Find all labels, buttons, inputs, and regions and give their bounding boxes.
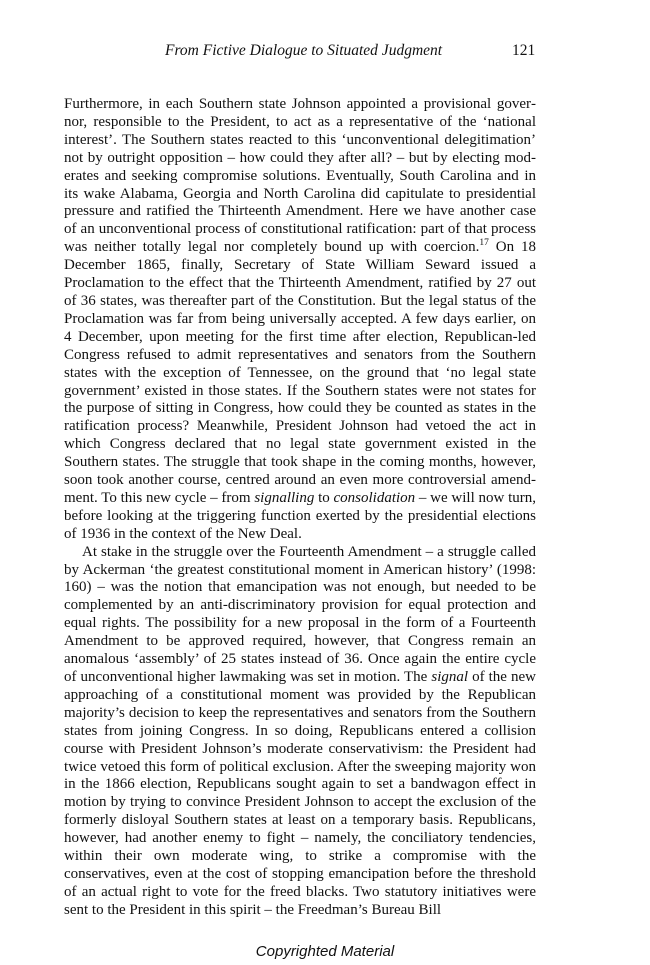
term-signalling: signalling bbox=[254, 489, 315, 506]
term-consolidation: consolidation bbox=[333, 489, 416, 506]
paragraph-2-text-b: of the new approaching of a constitutional moment was provided by the Republican majority’s decision to keep the representatives and senators from the Southern states from joining Congress. In so doing, Republicans entered a collision course with President Johnson’s moderate conservativism: the President had twice vetoed this form of political exclusion. After the sweeping majority won in the 1866 election, Republicans sought again to set a bandwagon effect in motion by trying to convince President Johnson to accept the exclusion of the formerly disloyal Southern states at least on a temporary basis. Republicans, however, had another enemy to fight – namely, the conciliatory tendencies, within their own moderate wing, to strike a compromise with the conservatives, even at the cost of stopping emancipation before the threshold of an actual right to vote for the freed blacks. Two statutory initiatives were sent to the President in this spirit – the Freedman’s Bureau Bill bbox=[64, 669, 537, 918]
paragraph-1 bbox=[64, 96, 536, 544]
running-head bbox=[0, 42, 650, 64]
paragraph-1-text-a: Furthermore, in each Southern state Johnson appointed a provisional governor, responsible to the President, to act as a representative of the ‘national interest’. The Southern states reacted to this ‘unconventional delegitimation’ not by outright opposition – how could they after all? – but by electing moderates and seeking compromise solutions. Eventually, South Carolina and in its wake Alabama, Georgia and North Carolina did capitulate to presidential pressure and ratified the Thirteenth Amendment. Here we have another case of an unconventional process of constitutional ratification: part of that process was neither totally legal nor completely bound up with coercion. bbox=[64, 96, 536, 256]
paragraph-1-text-d: – we will now turn, before looking at the triggering function exerted by the presidential elections of 1936 in the context of the New Deal. bbox=[64, 489, 536, 542]
body-text bbox=[64, 96, 536, 920]
running-title: From Fictive Dialogue to Situated Judgment bbox=[165, 42, 443, 59]
footnote-marker: 17 bbox=[479, 238, 489, 249]
term-signal: signal bbox=[431, 669, 469, 685]
copyright-notice: Copyrighted Material bbox=[255, 943, 395, 960]
page-number: 121 bbox=[512, 42, 536, 59]
paragraph-2-text-a: At stake in the struggle over the Fourteenth Amendment – a struggle called by Ackerman ‘the greatest constitutional moment in American history’ (1998: 160) – was the notion that emancipation was not enough, but needed to be complemented by an anti-discriminatory provision for equal protection and equal rights. The possibility for a new proposal in the form of a Fourteenth Amendment to be approved required, however, that Congress remain an anomalous ‘assembly’ of 25 states instead of 36. Once again the entire cycle of unconventional higher lawmaking was set in motion. The bbox=[64, 543, 536, 685]
paragraph-1-text-b: On 18 December 1865, finally, Secretary of State William Seward issued a Proclamation to the effect that the Thirteenth Amendment, ratified by 27 out of 36 states, was thereafter part of the Constitution. But the legal status of the Proclamation was far from being universally accepted. A few days earlier, on 4 December, upon meeting for the first time after election, Republican-led Congress refused to admit representatives and senators from the Southern states with the exception of Tennessee, on the ground that ‘no legal state government’ existed in those states. If the Southern states were not states for the purpose of sitting in Congress, how could they be counted as states in the ratification process? Meanwhile, President Johnson had vetoed the act in which Congress declared that no legal state government existed in the Southern states. The struggle that took shape in the coming months, however, soon took another course, centred around an even more controversial amendment. To this new cycle – from bbox=[64, 239, 536, 506]
paragraph-1-text-c: to bbox=[314, 489, 334, 506]
paragraph-2 bbox=[64, 544, 536, 920]
copyright-footer bbox=[0, 943, 650, 960]
